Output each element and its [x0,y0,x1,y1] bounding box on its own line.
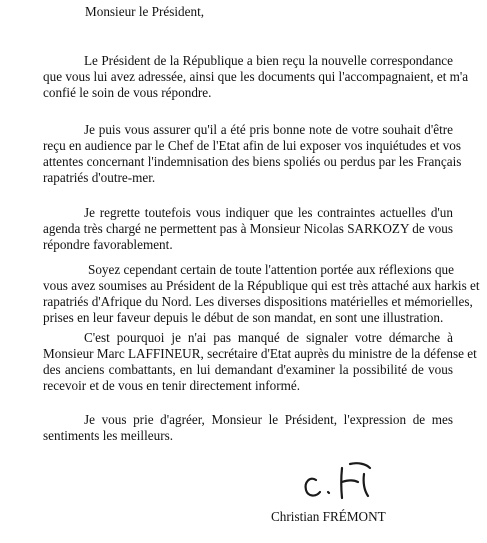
salutation: Monsieur le Président, [85,4,205,19]
letter-paragraph [43,412,453,444]
paragraph-line: C'est pourquoi je n'ai pas manqué de signaler votre démarche à [84,330,453,345]
paragraph-line: Je regrette toutefois vous indiquer que les contraintes actuelles d'un [84,205,453,220]
paragraph-line: Monsieur Marc LAFFINEUR, secrétaire d'Etat auprès du ministre de la défense et [43,346,477,361]
letter-paragraph [43,53,469,101]
signer-name: Christian FRÉMONT [271,509,386,524]
paragraph-line: Soyez cependant certain de toute l'attention portée aux réflexions que [88,262,454,277]
paragraph-line: agenda très chargé ne permettent pas à Monsieur Nicolas SARKOZY de vous [43,221,453,236]
letter-paragraph [43,262,480,326]
paragraph-line: Je puis vous assurer qu'il a été pris bonne note de votre souhait d'être [84,122,453,137]
paragraph-line: rapatriés d'outre-mer. [43,170,156,185]
paragraph-line: Je vous prie d'agréer, Monsieur le Président, l'expression de mes [84,412,453,427]
paragraph-line: rapatriés d'Afrique du Nord. Les diverses dispositions matérielles et mémorielles, [43,294,473,309]
paragraph-line: reçu en audience par le Chef de l'Etat afin de lui exposer vos inquiétudes et vos [43,138,462,153]
letter-paragraph [43,122,462,186]
paragraph-line: confié le soin de vous répondre. [43,85,212,100]
paragraph-line: Le Président de la République a bien reçu la nouvelle correspondance [84,53,453,68]
paragraph-line: prises en leur faveur depuis le début de son mandat, en sont une illustration. [43,310,444,325]
handwritten-signature [298,456,388,502]
paragraph-line: sentiments les meilleurs. [43,428,174,443]
letter-paragraph [43,205,453,253]
paragraph-line: des anciens combattants, en lui demandant d'examiner la possibilité de vous [43,362,453,377]
paragraph-line: recevoir et de vous en tenir directement informé. [43,378,301,393]
paragraph-line: que vous lui avez adressée, ainsi que les documents qui l'accompagnaient, et m'a [43,69,469,84]
paragraph-line: vous avez soumises au Président de la République qui est très attaché aux harkis et [43,278,480,293]
letter-paragraph [43,330,477,394]
paragraph-line: répondre favorablement. [43,237,173,252]
paragraph-line: attentes concernant l'indemnisation des biens spoliés ou perdus par les Français [43,154,462,169]
